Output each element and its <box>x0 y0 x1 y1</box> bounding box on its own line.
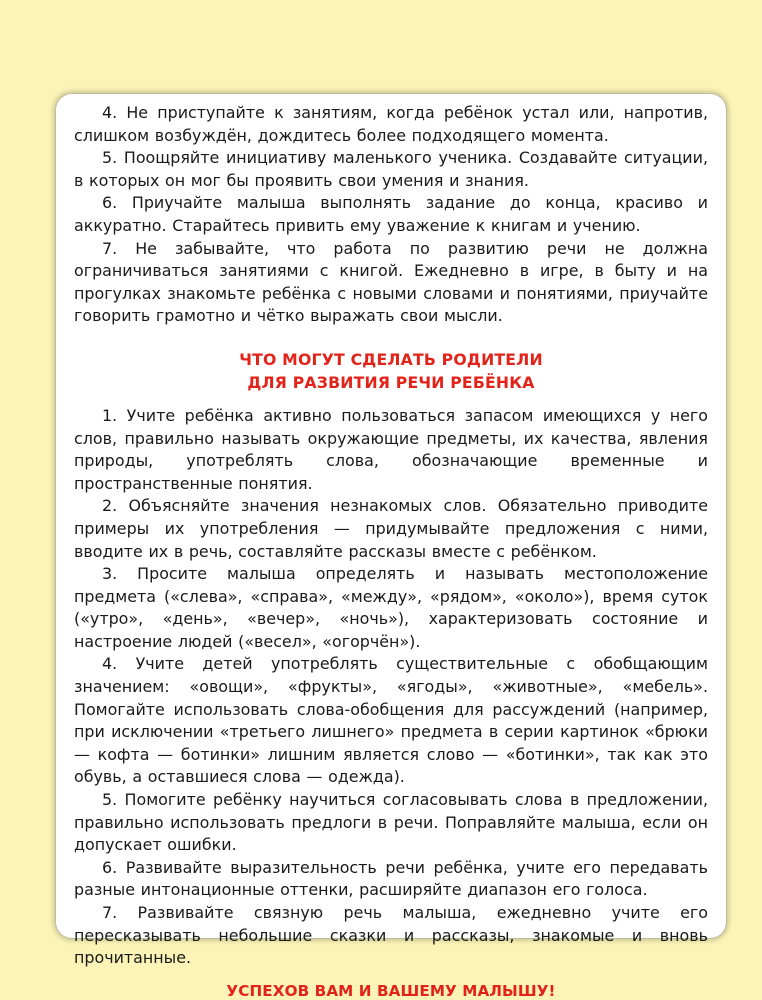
tip-paragraph-5: 5. Помогите ребёнку научиться согласовывать слова в предложении, правильно использовать предлоги в речи. Поправляйте малыша, если он допускает ошибки. <box>74 790 708 855</box>
section-heading-line-1: ЧТО МОГУТ СДЕЛАТЬ РОДИТЕЛИ <box>239 349 543 369</box>
tip-paragraph-7: 7. Развивайте связную речь малыша, ежедневно учите его пересказывать небольшие сказки и рассказы, знакомые и вновь прочитанные. <box>74 903 708 968</box>
tip-paragraph-3: 3. Просите малыша определять и называть местоположение предмета («слева», «справа», «между», «рядом», «около»), время суток («утро», «день», «вечер», «ночь»), характеризовать состояние и настроение людей («весел», «огорчён»). <box>74 564 708 651</box>
intro-paragraph-6: 6. Приучайте малыша выполнять задание до конца, красиво и аккуратно. Старайтесь привить ему уважение к книгам и учению. <box>74 193 708 235</box>
closing-slogan: УСПЕХОВ ВАМ И ВАШЕМУ МАЛЫШУ! <box>226 981 556 1000</box>
intro-list <box>74 102 708 328</box>
tip-paragraph-2: 2. Объясняйте значения незнакомых слов. Обязательно приводите примеры их употребления — придумывайте предложения с ними, вводите их в речь, составляйте рассказы вместе с ребёнком. <box>74 496 708 561</box>
intro-paragraph-4: 4. Не приступайте к занятиям, когда ребёнок устал или, напротив, слишком возбуждён, дождитесь более подходящего момента. <box>74 103 708 145</box>
tip-paragraph-1: 1. Учите ребёнка активно пользоваться запасом имеющихся у него слов, правильно называть окружающие предметы, их качества, явления природы, употреблять слова, обозначающие временные и пространственные понятия. <box>74 405 708 493</box>
section-heading <box>74 348 708 394</box>
tip-paragraph-6: 6. Развивайте выразительность речи ребёнка, учите его передавать разные интонационные оттенки, расширяйте диапазон его голоса. <box>74 857 708 900</box>
intro-paragraph-5: 5. Поощряйте инициативу маленького ученика. Создавайте ситуации, в которых он мог бы проявить свои умения и знания. <box>74 148 708 190</box>
tip-paragraph-4: 4. Учите детей употреблять существительные с обобщающим значением: «овощи», «фрукты», «ягоды», «животные», «мебель». Помогайте использовать слова-обобщения для рассуждений (например, при исключении «третьего лишнего» предмета в серии картинок «брюки — кофта — ботинки» лишним является слово — «ботинки», так как это обувь, а оставшиеся слова — одежда). <box>74 654 708 787</box>
parent-tips-list <box>74 405 708 970</box>
section-heading-line-2: ДЛЯ РАЗВИТИЯ РЕЧИ РЕБЁНКА <box>247 372 535 392</box>
content-card <box>56 94 726 1000</box>
intro-paragraph-7: 7. Не забывайте, что работа по развитию речи не должна ограничиваться занятиями с книгой. Ежедневно в игре, в быту и на прогулках знакомьте ребёнка с новыми словами и понятиями, приучайте говорить грамотно и чётко выражать свои мысли. <box>74 238 708 326</box>
